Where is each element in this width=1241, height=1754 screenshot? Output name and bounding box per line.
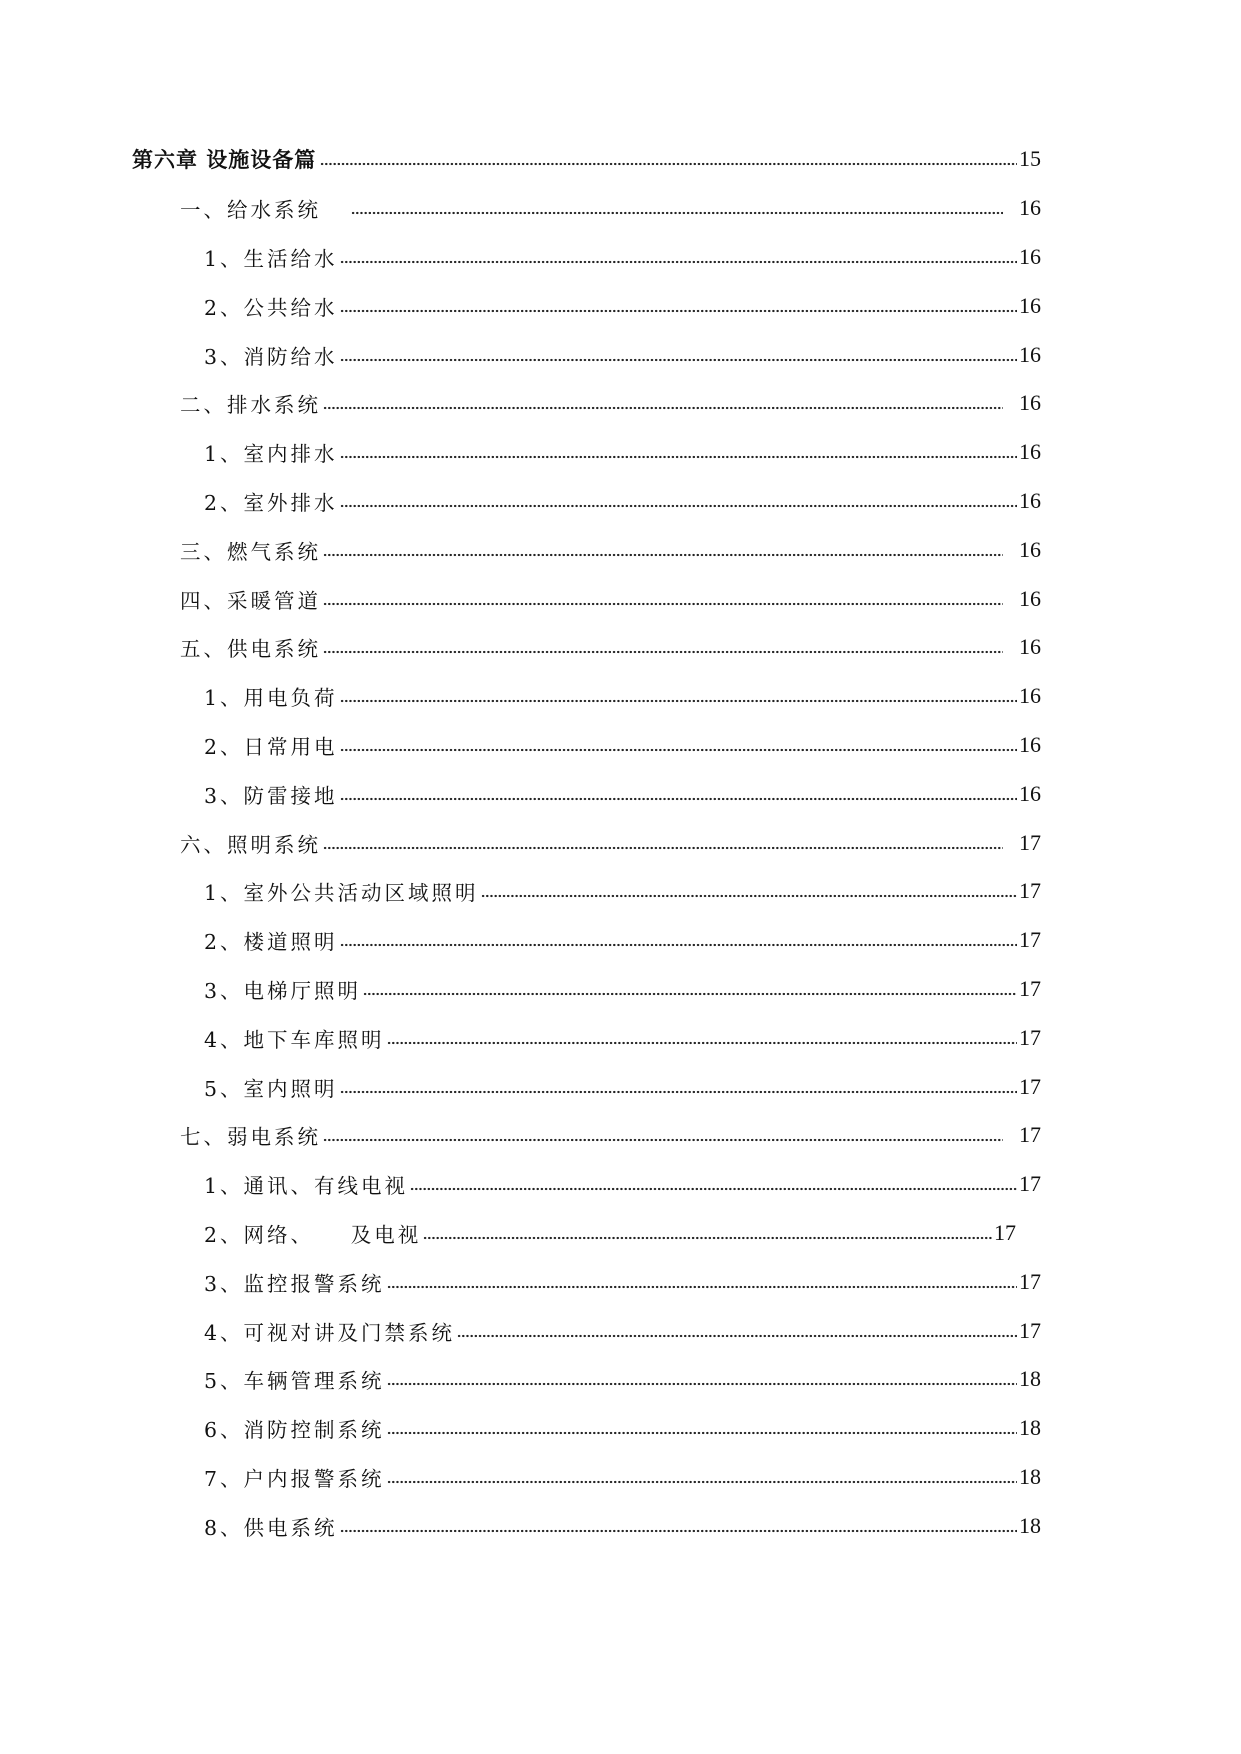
toc-entry-label: 2、室外排水 <box>204 490 338 515</box>
toc-entry[interactable] <box>0 1453 1241 1502</box>
toc-entry-label: 5、车辆管理系统 <box>204 1369 385 1394</box>
toc-page-number: 18 <box>1019 1512 1041 1538</box>
toc-page-number: 18 <box>1019 1415 1041 1441</box>
toc-page-number: 16 <box>1019 439 1041 465</box>
toc-entry-label: 3、监控报警系统 <box>204 1271 385 1296</box>
toc-entry[interactable] <box>0 623 1241 672</box>
dot-leader <box>323 846 1003 850</box>
toc-page-number: 15 <box>1019 146 1041 172</box>
toc-entry-label: 1、室内排水 <box>204 442 338 467</box>
toc-entry[interactable] <box>0 1013 1241 1062</box>
toc-entry[interactable] <box>0 672 1241 721</box>
toc-entry[interactable] <box>0 379 1241 428</box>
toc-page-number: 17 <box>1019 1073 1041 1099</box>
toc-entry-label: 三、燃气系统 <box>180 539 321 564</box>
dot-leader <box>340 748 1017 752</box>
toc-entry-label: 六、照明系统 <box>180 832 321 857</box>
toc-page-number: 16 <box>1019 390 1041 416</box>
toc-entry[interactable] <box>0 769 1241 818</box>
toc-page-number: 17 <box>1019 1171 1041 1197</box>
toc-entry[interactable] <box>0 330 1241 379</box>
dot-leader <box>323 602 1003 606</box>
toc-chapter-heading[interactable] <box>0 135 1241 184</box>
toc-entry-label: 2、公共给水 <box>204 295 338 320</box>
dot-leader <box>387 1431 1017 1435</box>
toc-entry-label: 3、消防给水 <box>204 344 338 369</box>
dot-leader <box>323 650 1003 654</box>
dot-leader <box>320 162 1017 166</box>
toc-entry-label: 一、给水系统 <box>180 198 321 223</box>
toc-page-number: 17 <box>1019 829 1041 855</box>
dot-leader <box>323 406 1003 410</box>
toc-entry-label: 七、弱电系统 <box>180 1125 321 1150</box>
toc-entry[interactable] <box>0 1160 1241 1209</box>
dot-leader <box>387 1041 1017 1045</box>
toc-entry[interactable] <box>0 233 1241 282</box>
toc-page-number: 16 <box>1019 780 1041 806</box>
toc-entry[interactable] <box>0 281 1241 330</box>
dot-leader <box>387 1382 1017 1386</box>
toc-page-number: 17 <box>1019 1317 1041 1343</box>
toc-page-number: 17 <box>1019 1122 1041 1148</box>
toc-entry[interactable] <box>0 721 1241 770</box>
toc-page-number: 16 <box>1019 292 1041 318</box>
toc-page-number: 17 <box>1019 1268 1041 1294</box>
dot-leader <box>363 992 1017 996</box>
toc-entry-label: 2、网络、 及电视 <box>204 1222 422 1247</box>
dot-leader <box>387 1480 1017 1484</box>
dot-leader <box>340 358 1017 362</box>
toc-page-number: 16 <box>1019 195 1041 221</box>
toc-entry[interactable] <box>0 1404 1241 1453</box>
toc-entry[interactable] <box>0 574 1241 623</box>
toc-entry[interactable] <box>0 965 1241 1014</box>
toc-entry[interactable] <box>0 184 1241 233</box>
toc-page-number: 17 <box>1019 975 1041 1001</box>
dot-leader <box>481 894 1017 898</box>
toc-page-number: 16 <box>1019 487 1041 513</box>
toc-page-number: 18 <box>1019 1366 1041 1392</box>
toc-entry-label: 3、电梯厅照明 <box>204 978 362 1003</box>
dot-leader <box>323 1138 1003 1142</box>
toc-entry-label: 1、室外公共活动区域照明 <box>204 881 479 906</box>
toc-entry-label: 8、供电系统 <box>204 1515 338 1540</box>
dot-leader <box>340 699 1017 703</box>
toc-entry[interactable] <box>0 818 1241 867</box>
toc-entry[interactable] <box>0 916 1241 965</box>
toc-entry[interactable] <box>0 1257 1241 1306</box>
table-of-contents <box>0 135 1241 1550</box>
toc-entry-label: 四、采暖管道 <box>180 588 321 613</box>
toc-page-number: 17 <box>1019 1024 1041 1050</box>
toc-chapter-label: 第六章 设施设备篇 <box>132 147 317 173</box>
toc-page-number: 16 <box>1019 683 1041 709</box>
dot-leader <box>457 1334 1017 1338</box>
toc-entry-label: 1、用电负荷 <box>204 686 338 711</box>
toc-page-number: 17 <box>1019 878 1041 904</box>
toc-page-number: 18 <box>1019 1463 1041 1489</box>
toc-entry[interactable] <box>0 1501 1241 1550</box>
toc-entry-label: 3、防雷接地 <box>204 783 338 808</box>
dot-leader <box>340 260 1017 264</box>
toc-entry-label: 1、通讯、有线电视 <box>204 1174 409 1199</box>
toc-page-number: 17 <box>1019 927 1041 953</box>
toc-entry-label: 4、地下车库照明 <box>204 1027 385 1052</box>
toc-entry-label: 4、可视对讲及门禁系统 <box>204 1320 456 1345</box>
dot-leader <box>340 504 1017 508</box>
dot-leader <box>340 309 1017 313</box>
dot-leader <box>323 553 1003 557</box>
dot-leader <box>351 211 1003 215</box>
toc-entry-label: 2、楼道照明 <box>204 930 338 955</box>
dot-leader <box>410 1187 1017 1191</box>
toc-page-number: 16 <box>1019 536 1041 562</box>
dot-leader <box>340 455 1017 459</box>
toc-entry-label: 7、户内报警系统 <box>204 1466 385 1491</box>
toc-entry-label: 五、供电系统 <box>180 637 321 662</box>
toc-entry[interactable] <box>0 1306 1241 1355</box>
dot-leader <box>340 1529 1017 1533</box>
toc-entry[interactable] <box>0 428 1241 477</box>
toc-entry-label: 5、室内照明 <box>204 1076 338 1101</box>
toc-page-number: 17 <box>994 1219 1016 1245</box>
toc-entry[interactable] <box>0 867 1241 916</box>
dot-leader <box>423 1236 992 1240</box>
toc-page-number: 16 <box>1019 731 1041 757</box>
toc-entry[interactable] <box>0 1111 1241 1160</box>
toc-entry-label: 6、消防控制系统 <box>204 1418 385 1443</box>
toc-entry-label: 2、日常用电 <box>204 734 338 759</box>
toc-entry[interactable] <box>0 477 1241 526</box>
toc-entry[interactable] <box>0 1062 1241 1111</box>
toc-entry[interactable] <box>0 1209 1241 1258</box>
dot-leader <box>340 1090 1017 1094</box>
toc-entry[interactable] <box>0 525 1241 574</box>
toc-entry-label: 二、排水系统 <box>180 393 321 418</box>
toc-page-number: 16 <box>1019 341 1041 367</box>
dot-leader <box>340 797 1017 801</box>
dot-leader <box>387 1285 1017 1289</box>
toc-entry[interactable] <box>0 1355 1241 1404</box>
dot-leader <box>340 943 1017 947</box>
toc-page-number: 16 <box>1019 634 1041 660</box>
toc-entry-label: 1、生活给水 <box>204 246 338 271</box>
toc-page-number: 16 <box>1019 585 1041 611</box>
toc-page-number: 16 <box>1019 243 1041 269</box>
